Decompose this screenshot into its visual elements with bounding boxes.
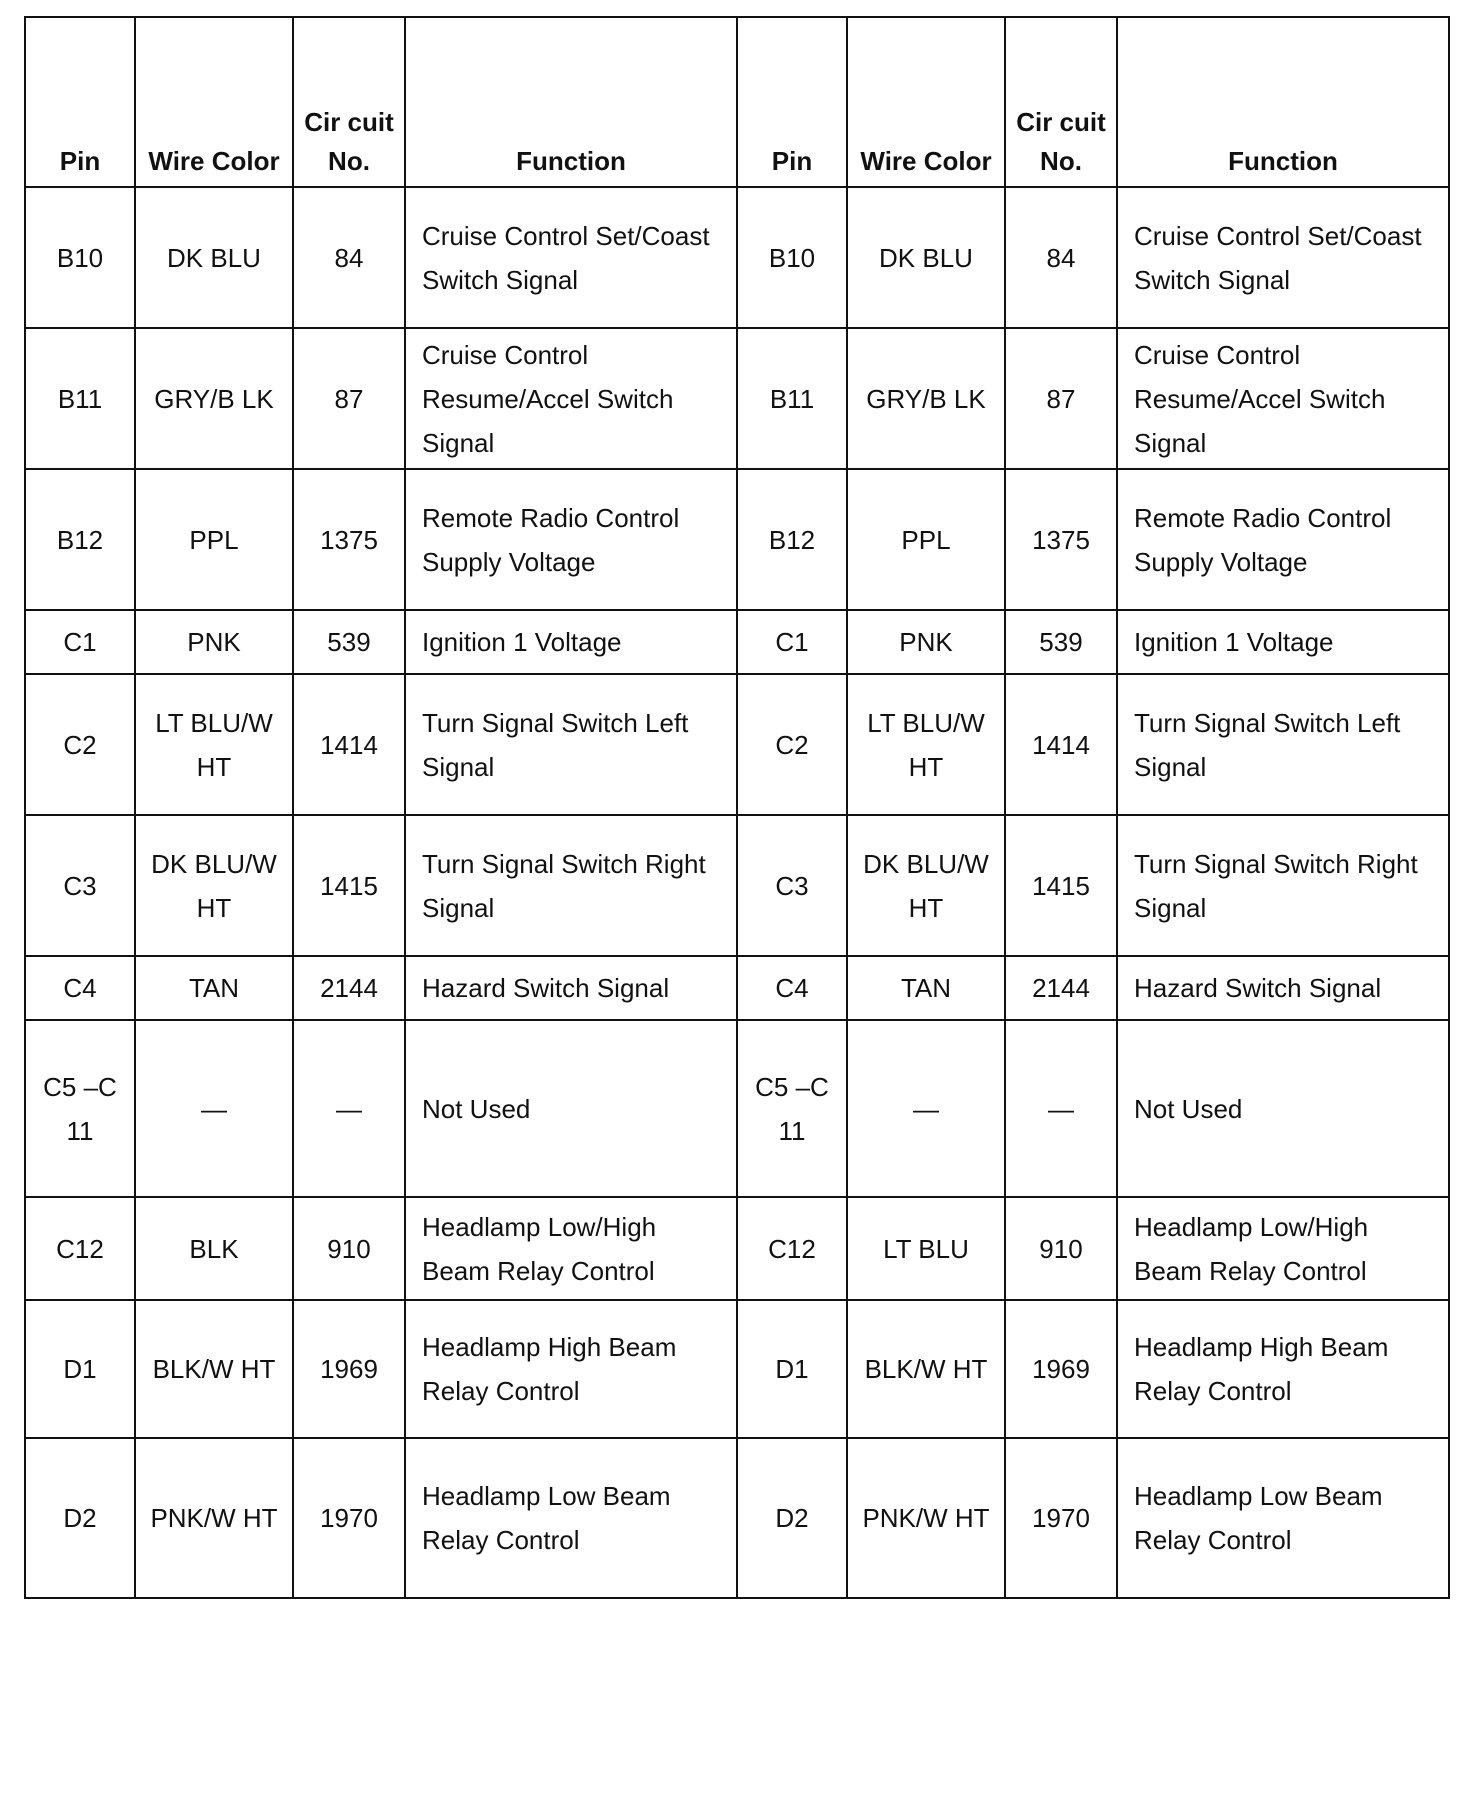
connector-pinout-table [24,16,1450,1599]
circuit-cell-right: 1375 [1005,469,1117,610]
circuit-cell-right: 910 [1005,1197,1117,1300]
circuit-cell-left: 1414 [293,674,405,815]
wire-color-cell-right: DK BLU/W HT [847,815,1005,956]
table-row [25,1020,1449,1197]
pin-cell-right: C2 [737,674,847,815]
circuit-cell-left: 1375 [293,469,405,610]
wire-color-cell-left: DK BLU [135,187,293,328]
circuit-cell-right: 1415 [1005,815,1117,956]
wire-color-cell-right: GRY/B LK [847,328,1005,469]
function-cell-right: Cruise Control Resume/Accel Switch Signal [1117,328,1449,469]
circuit-cell-left: 1969 [293,1300,405,1438]
pin-cell-left: B10 [25,187,135,328]
pin-cell-right: C4 [737,956,847,1020]
function-cell-right: Headlamp Low/High Beam Relay Control [1117,1197,1449,1300]
circuit-cell-left: 910 [293,1197,405,1300]
circuit-cell-right: 84 [1005,187,1117,328]
function-cell-right: Not Used [1117,1020,1449,1197]
function-cell-right: Headlamp High Beam Relay Control [1117,1300,1449,1438]
pin-cell-right: B12 [737,469,847,610]
function-cell-left: Cruise Control Resume/Accel Switch Signal [405,328,737,469]
wire-color-cell-right: BLK/W HT [847,1300,1005,1438]
circuit-cell-left: 1415 [293,815,405,956]
header-circuit-no-left: Cir cuit No. [293,17,405,187]
table-row [25,956,1449,1020]
pin-cell-right: D2 [737,1438,847,1598]
pin-cell-right: C12 [737,1197,847,1300]
header-wire-color-right: Wire Color [847,17,1005,187]
table-row [25,674,1449,815]
header-pin-right: Pin [737,17,847,187]
function-cell-right: Hazard Switch Signal [1117,956,1449,1020]
function-cell-left: Headlamp Low/High Beam Relay Control [405,1197,737,1300]
function-cell-left: Cruise Control Set/Coast Switch Signal [405,187,737,328]
function-cell-right: Cruise Control Set/Coast Switch Signal [1117,187,1449,328]
wire-color-cell-left: LT BLU/W HT [135,674,293,815]
wire-color-cell-left: BLK [135,1197,293,1300]
pin-cell-left: C12 [25,1197,135,1300]
wire-color-cell-right: TAN [847,956,1005,1020]
pin-cell-left: C5 –C 11 [25,1020,135,1197]
pin-cell-right: C3 [737,815,847,956]
circuit-cell-left: 2144 [293,956,405,1020]
circuit-cell-right: 1969 [1005,1300,1117,1438]
function-cell-left: Turn Signal Switch Right Signal [405,815,737,956]
circuit-cell-left: — [293,1020,405,1197]
circuit-cell-right: — [1005,1020,1117,1197]
circuit-cell-left: 1970 [293,1438,405,1598]
function-cell-right: Ignition 1 Voltage [1117,610,1449,674]
pin-cell-left: D2 [25,1438,135,1598]
wire-color-cell-right: LT BLU/W HT [847,674,1005,815]
pin-cell-right: D1 [737,1300,847,1438]
wire-color-cell-left: DK BLU/W HT [135,815,293,956]
circuit-cell-right: 2144 [1005,956,1117,1020]
pin-cell-left: D1 [25,1300,135,1438]
function-cell-right: Turn Signal Switch Left Signal [1117,674,1449,815]
function-cell-left: Ignition 1 Voltage [405,610,737,674]
function-cell-left: Turn Signal Switch Left Signal [405,674,737,815]
function-cell-left: Headlamp High Beam Relay Control [405,1300,737,1438]
pin-cell-left: B11 [25,328,135,469]
pin-cell-left: C4 [25,956,135,1020]
pin-cell-right: C5 –C 11 [737,1020,847,1197]
function-cell-right: Turn Signal Switch Right Signal [1117,815,1449,956]
wire-color-cell-left: TAN [135,956,293,1020]
pin-cell-left: C1 [25,610,135,674]
wire-color-cell-right: LT BLU [847,1197,1005,1300]
wire-color-cell-right: PNK [847,610,1005,674]
wire-color-cell-left: PPL [135,469,293,610]
wire-color-cell-right: PNK/W HT [847,1438,1005,1598]
table-row [25,1197,1449,1300]
pin-cell-right: B11 [737,328,847,469]
pin-cell-right: C1 [737,610,847,674]
wire-color-cell-left: GRY/B LK [135,328,293,469]
pin-cell-left: C2 [25,674,135,815]
wire-color-cell-left: PNK/W HT [135,1438,293,1598]
header-circuit-no-right: Cir cuit No. [1005,17,1117,187]
table-row [25,815,1449,956]
function-cell-right: Headlamp Low Beam Relay Control [1117,1438,1449,1598]
circuit-cell-left: 84 [293,187,405,328]
header-wire-color-left: Wire Color [135,17,293,187]
pin-cell-right: B10 [737,187,847,328]
function-cell-left: Remote Radio Control Supply Voltage [405,469,737,610]
wire-color-cell-left: PNK [135,610,293,674]
wire-color-cell-right: PPL [847,469,1005,610]
table-row [25,469,1449,610]
circuit-cell-right: 1970 [1005,1438,1117,1598]
circuit-cell-right: 87 [1005,328,1117,469]
wire-color-cell-left: BLK/W HT [135,1300,293,1438]
header-function-left: Function [405,17,737,187]
circuit-cell-right: 539 [1005,610,1117,674]
function-cell-left: Not Used [405,1020,737,1197]
table-row [25,187,1449,328]
wire-color-cell-right: — [847,1020,1005,1197]
wire-color-cell-right: DK BLU [847,187,1005,328]
table-row [25,328,1449,469]
table-row [25,1438,1449,1598]
header-function-right: Function [1117,17,1449,187]
table-body [25,187,1449,1598]
wire-color-cell-left: — [135,1020,293,1197]
circuit-cell-left: 87 [293,328,405,469]
header-row [25,17,1449,187]
table-header [25,17,1449,187]
function-cell-left: Hazard Switch Signal [405,956,737,1020]
header-pin-left: Pin [25,17,135,187]
circuit-cell-left: 539 [293,610,405,674]
function-cell-left: Headlamp Low Beam Relay Control [405,1438,737,1598]
table-row [25,1300,1449,1438]
pin-cell-left: C3 [25,815,135,956]
circuit-cell-right: 1414 [1005,674,1117,815]
pin-cell-left: B12 [25,469,135,610]
table-row [25,610,1449,674]
function-cell-right: Remote Radio Control Supply Voltage [1117,469,1449,610]
